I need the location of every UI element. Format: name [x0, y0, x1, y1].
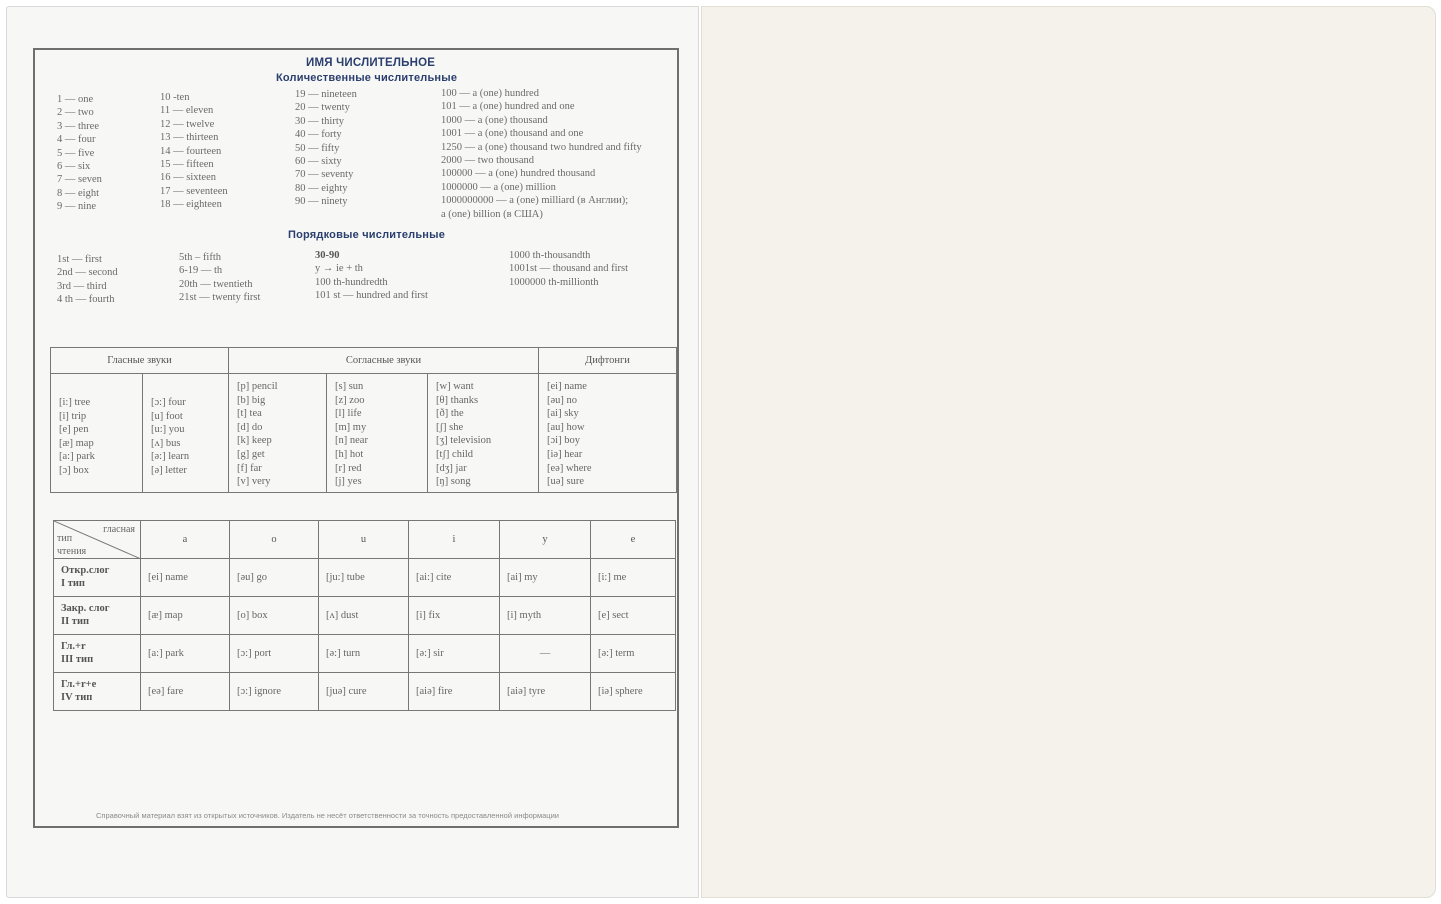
cardinal-item: 40 — forty: [295, 129, 342, 141]
table-row: [54, 597, 676, 635]
cardinal-item: 80 — eighty: [295, 182, 348, 194]
sound-item: [p] pencil: [237, 381, 278, 392]
cardinal-item: 14 — fourteen: [160, 145, 222, 157]
cardinal-item: 1250 — a (one) thousand two hundred and fifty: [441, 141, 642, 153]
sound-item: [tʃ] child: [436, 448, 474, 460]
cardinal-item: 13 — thirteen: [160, 132, 219, 144]
cardinal-item: 12 — twelve: [160, 118, 215, 130]
ordinal-col-1: [57, 253, 118, 307]
right-blank-page: [701, 6, 1436, 898]
corner-label-line: тип: [57, 533, 73, 544]
type-line: III тип: [61, 653, 94, 665]
consonants-col-a: [229, 374, 327, 492]
sound-item: [ɔi] boy: [547, 435, 580, 447]
sound-item: [eə] where: [547, 462, 592, 474]
ordinal-item: 5th – fifth: [179, 252, 221, 263]
sound-item: [v] very: [237, 476, 271, 488]
type-line: Гл.+r: [61, 641, 86, 652]
sound-item: [h] hot: [335, 448, 364, 460]
cardinal-item: 101 — a (one) hundred and one: [441, 101, 575, 113]
table-cell: [ɔ:] ignore: [230, 673, 319, 711]
sound-item: [ei] name: [547, 381, 587, 392]
sound-item: [ʃ] she: [436, 421, 464, 433]
sound-item: [ɔ] box: [59, 464, 90, 476]
table-cell: [ju:] tube: [319, 559, 409, 597]
cardinal-item: 100 — a (one) hundred: [441, 88, 539, 99]
table-row: [54, 635, 676, 673]
table-cell: [i] fix: [409, 597, 500, 635]
reading-types-table: [53, 520, 676, 711]
ordinal-item: 21st — twenty first: [179, 292, 261, 304]
sound-item: [uə] sure: [547, 476, 585, 488]
table-cell: [eə] fare: [141, 673, 230, 711]
reading-type-label: [54, 559, 141, 597]
diphthongs-cell: [539, 374, 677, 493]
ordinal-item: 1000 th-thousandth: [509, 250, 591, 261]
sound-item: [ə:] learn: [151, 451, 190, 463]
ordinal-item: 20th — twentieth: [179, 278, 253, 290]
sound-item: [u] foot: [151, 410, 183, 422]
sound-item: [ð] the: [436, 408, 464, 420]
letter-header: i: [409, 521, 500, 559]
sound-item: [m] my: [335, 421, 367, 433]
cardinal-item: 9 — nine: [57, 201, 97, 213]
consonants-header: Согласные звуки: [229, 348, 539, 374]
vowels-cell: [51, 374, 229, 493]
cardinal-item: 15 — fifteen: [160, 159, 214, 171]
page-title: ИМЯ ЧИСЛИТЕЛЬНОЕ: [306, 57, 436, 69]
table-cell: [aiə] tyre: [500, 673, 591, 711]
sound-item: [e] pen: [59, 424, 89, 436]
table-cell: [juə] cure: [319, 673, 409, 711]
table-cell: [ai] my: [500, 559, 591, 597]
table-cell: [ɔ:] port: [230, 635, 319, 673]
sound-item: [æ] map: [59, 437, 94, 449]
reading-type-label: [54, 597, 141, 635]
letter-header: o: [230, 521, 319, 559]
cardinal-item: a (one) billion (в США): [441, 208, 543, 220]
corner-label-type: [57, 532, 86, 558]
sound-item: [iə] hear: [547, 448, 583, 460]
ordinal-col-2: [179, 251, 260, 305]
type-line: IV тип: [61, 691, 93, 703]
sound-item: [i:] tree: [59, 397, 91, 408]
ordinal-item: 100 th-hundredth: [315, 276, 388, 288]
ordinal-item: 1st — first: [57, 254, 102, 265]
reading-type-label: [54, 673, 141, 711]
table-cell: [ə:] term: [591, 635, 676, 673]
sound-item: [r] red: [335, 462, 362, 474]
cardinal-item: 3 — three: [57, 120, 99, 132]
type-line: I тип: [61, 577, 85, 589]
table-row: [54, 673, 676, 711]
sound-item: [ŋ] song: [436, 476, 471, 488]
ordinal-item: 2nd — second: [57, 267, 118, 279]
table-cell: [aiə] fire: [409, 673, 500, 711]
table-cell: [i] myth: [500, 597, 591, 635]
sound-item: [i] trip: [59, 410, 87, 422]
cardinal-item: 17 — seventeen: [160, 185, 228, 197]
sound-item: [d] do: [237, 421, 263, 433]
sound-item: [ə] letter: [151, 464, 187, 476]
cardinal-item: 1000 — a (one) thousand: [441, 114, 548, 126]
table-cell: [e] sect: [591, 597, 676, 635]
sound-item: [əu] no: [547, 394, 578, 406]
sound-item: [dʒ] jar: [436, 462, 467, 474]
cardinal-item: 1 — one: [57, 94, 94, 105]
type-line: Откр.слог: [61, 565, 110, 576]
table-cell: [ə:] turn: [319, 635, 409, 673]
sounds-table: [50, 347, 677, 493]
sound-item: [ʌ] bus: [151, 437, 181, 449]
ordinal-heading: Порядковые числительные: [288, 229, 446, 241]
cardinal-col-1: [57, 93, 102, 214]
table-corner-cell: [54, 521, 141, 559]
sound-item: [ɔ:] four: [151, 397, 186, 408]
cardinal-item: 18 — eighteen: [160, 199, 222, 211]
cardinal-item: 60 — sixty: [295, 156, 342, 168]
cardinal-item: 70 — seventy: [295, 169, 354, 181]
ordinal-item: 4 th — fourth: [57, 294, 115, 306]
sound-item: [s] sun: [335, 381, 364, 392]
sound-item: [z] zoo: [335, 394, 365, 406]
table-cell: [i:] me: [591, 559, 676, 597]
cardinal-item: 16 — sixteen: [160, 172, 216, 184]
sound-item: [f] far: [237, 462, 262, 474]
disclaimer-footer: Справочный материал взят из открытых источников. Издатель не несёт ответственности за точность предоставленной информации: [96, 811, 559, 820]
table-cell: [ei] name: [141, 559, 230, 597]
cardinal-item: 19 — nineteen: [295, 89, 357, 100]
table-row: [54, 559, 676, 597]
sound-item: [θ] thanks: [436, 394, 479, 406]
cardinal-col-4: [441, 87, 642, 221]
type-line: Закр. слог: [61, 603, 110, 614]
cardinal-item: 5 — five: [57, 147, 95, 159]
cardinal-item: 90 — ninety: [295, 196, 348, 208]
cardinal-item: 20 — twenty: [295, 102, 350, 114]
sound-item: [ʒ] television: [436, 435, 492, 447]
cardinal-item: 50 — fifty: [295, 142, 340, 154]
letter-header: e: [591, 521, 676, 559]
vowels-col-a: [51, 374, 143, 492]
cardinal-item: 8 — eight: [57, 187, 99, 199]
cardinal-col-2: [160, 91, 228, 212]
table-cell: [ʌ] dust: [319, 597, 409, 635]
sound-item: [k] keep: [237, 435, 272, 447]
type-line: Гл.+r+e: [61, 679, 97, 690]
ordinal-item: 1001st — thousand and first: [509, 263, 628, 275]
table-cell: [əu] go: [230, 559, 319, 597]
table-cell: [o] box: [230, 597, 319, 635]
table-cell: —: [500, 635, 591, 673]
letter-header: u: [319, 521, 409, 559]
corner-label-vowel: гласная: [103, 524, 135, 535]
cardinal-item: 2 — two: [57, 107, 94, 119]
consonants-cell: [229, 374, 539, 493]
table-cell: [iə] sphere: [591, 673, 676, 711]
table-cell: [ə:] sir: [409, 635, 500, 673]
table-cell: [a:] park: [141, 635, 230, 673]
cardinal-item: 11 — eleven: [160, 105, 214, 117]
cardinal-item: 30 — thirty: [295, 115, 344, 127]
cardinal-item: 1000000000 — a (one) milliard (в Англии);: [441, 195, 629, 207]
diphthongs-header: Дифтонги: [539, 348, 677, 374]
ordinal-col-3: [315, 249, 428, 303]
sound-item: [au] how: [547, 421, 585, 433]
sound-item: [w] want: [436, 381, 474, 392]
ordinal-item: 6-19 — th: [179, 265, 223, 277]
corner-label-line: чтения: [57, 546, 87, 557]
letter-header: a: [141, 521, 230, 559]
ordinal-item: 3rd — third: [57, 280, 107, 292]
cardinal-item: 4 — four: [57, 134, 96, 146]
consonants-col-c: [428, 374, 538, 492]
cardinal-col-3: [295, 88, 357, 209]
letter-header: y: [500, 521, 591, 559]
ordinal-item: 101 st — hundred and first: [315, 290, 428, 302]
ordinal-rule-title: 30-90: [315, 250, 340, 261]
vowels-header: Гласные звуки: [51, 348, 229, 374]
vowels-col-b: [143, 374, 228, 492]
sound-item: [ai] sky: [547, 408, 579, 420]
sound-item: [n] near: [335, 435, 368, 447]
type-line: II тип: [61, 615, 90, 627]
sound-item: [l] life: [335, 408, 362, 420]
cardinal-item: 10 -ten: [160, 92, 190, 103]
cardinal-item: 6 — six: [57, 161, 91, 173]
table-cell: [ai:] cite: [409, 559, 500, 597]
sound-item: [t] tea: [237, 408, 262, 420]
cardinal-item: 7 — seven: [57, 174, 102, 186]
cardinal-item: 1000000 — a (one) million: [441, 181, 556, 193]
sound-item: [b] big: [237, 394, 266, 406]
sound-item: [u:] you: [151, 424, 185, 436]
cardinal-heading: Количественные числительные: [276, 72, 458, 84]
reading-type-label: [54, 635, 141, 673]
ordinal-item: y → ie + th: [315, 263, 363, 275]
ordinal-col-4: [509, 249, 628, 289]
consonants-col-b: [327, 374, 428, 492]
sound-item: [j] yes: [335, 476, 362, 488]
sound-item: [a:] park: [59, 451, 95, 463]
sound-item: [g] get: [237, 448, 265, 460]
cardinal-item: 2000 — two thousand: [441, 155, 535, 167]
cardinal-item: 1001 — a (one) thousand and one: [441, 128, 584, 140]
cardinal-item: 100000 — a (one) hundred thousand: [441, 168, 596, 180]
table-cell: [æ] map: [141, 597, 230, 635]
ordinal-item: 1000000 th-millionth: [509, 276, 599, 288]
